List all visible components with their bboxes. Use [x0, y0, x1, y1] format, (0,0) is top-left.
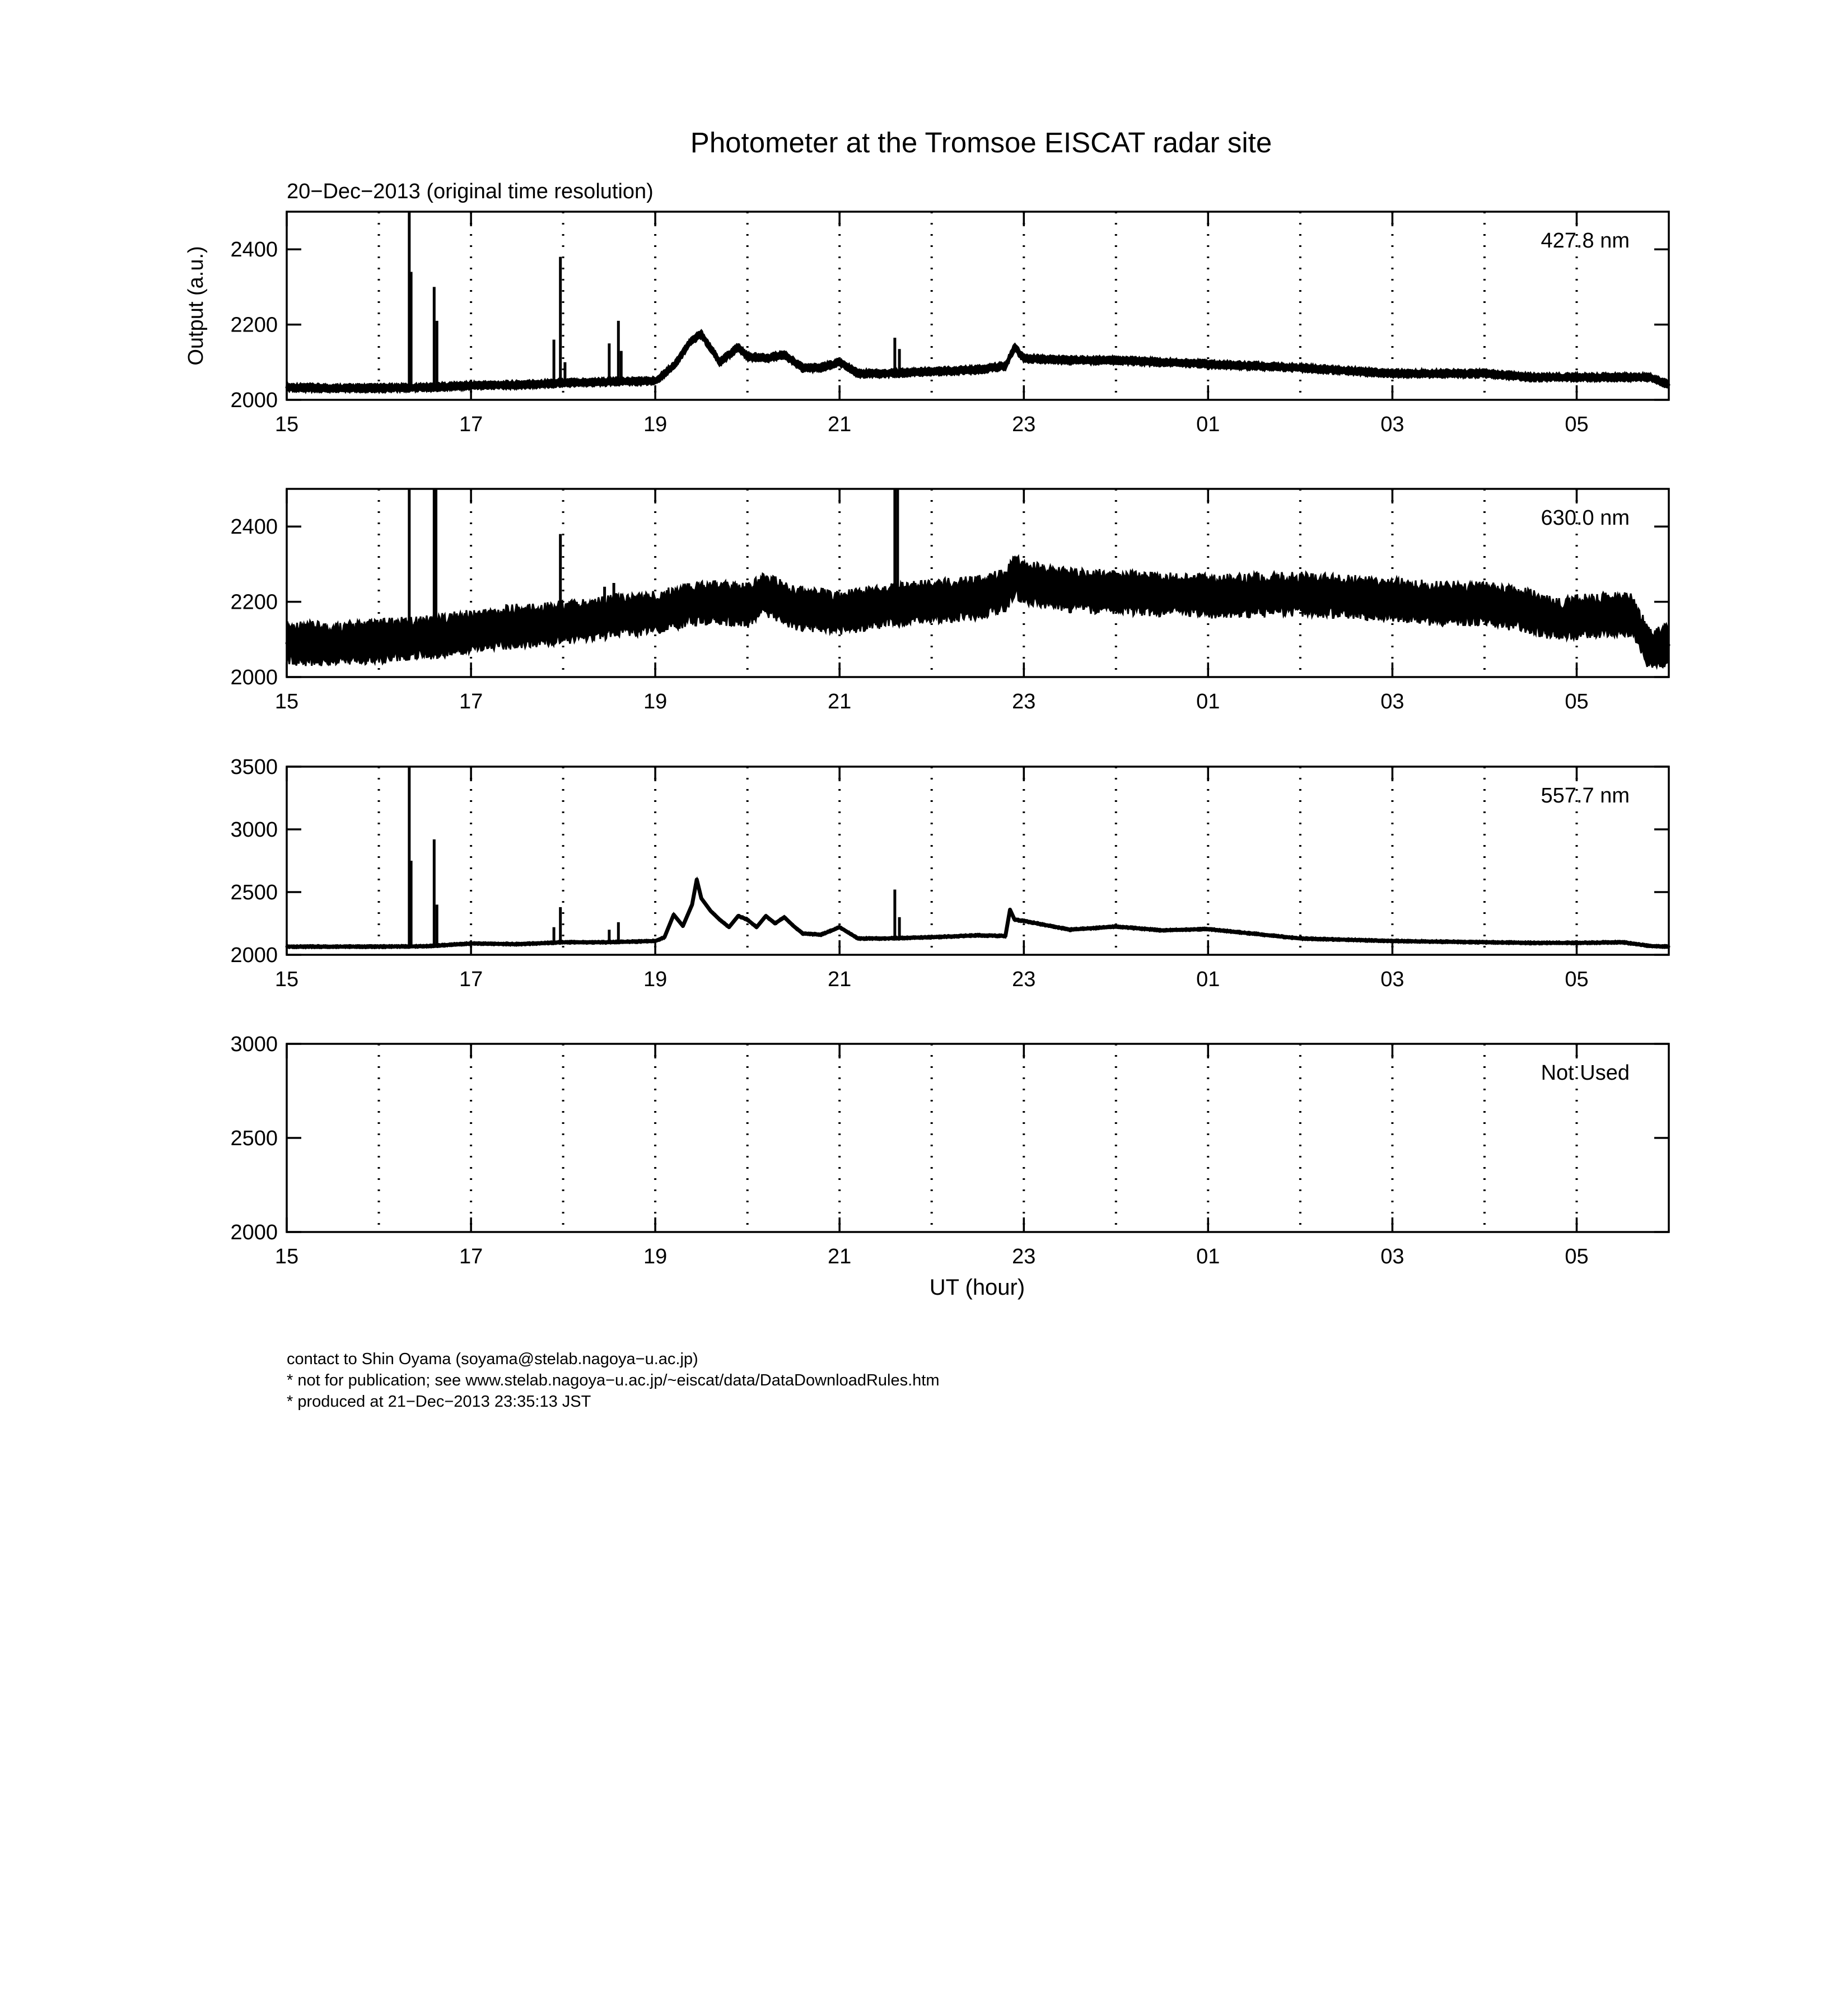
x-tick-label: 05: [1565, 413, 1589, 436]
data-point: [783, 916, 786, 918]
axes-frame: [287, 1044, 1669, 1232]
data-point: [1649, 647, 1652, 650]
data-point: [1483, 941, 1486, 944]
data-point: [663, 936, 666, 939]
data-point: [1557, 619, 1560, 622]
data-point: [820, 366, 823, 369]
footer-notes: [287, 1348, 940, 1412]
x-tick-label: 01: [1196, 1245, 1220, 1268]
data-point: [654, 380, 657, 382]
data-point: [1207, 928, 1210, 931]
data-point: [764, 914, 767, 917]
x-tick-label: 03: [1380, 1245, 1404, 1268]
data-point: [1068, 359, 1071, 362]
x-tick-label: 21: [828, 968, 852, 991]
data-point: [774, 922, 777, 925]
figure-title: Photometer at the Tromsoe EISCAT radar site: [690, 127, 1272, 158]
x-tick-label: 23: [1012, 690, 1036, 713]
data-point: [820, 934, 823, 936]
x-tick-label: 15: [274, 968, 299, 991]
x-tick-label: 05: [1565, 690, 1589, 713]
x-tick-label: 01: [1196, 413, 1220, 436]
y-tick-label: 3500: [230, 755, 278, 779]
data-point: [1299, 937, 1301, 940]
series-label: 557.7 nm: [1541, 784, 1630, 808]
footer-rules: * not for publication; see www.stelab.nagoya−u.ac.jp/~eiscat/data/DataDownloadRules.htm: [287, 1371, 940, 1389]
series-label: Not Used: [1541, 1061, 1630, 1085]
data-point: [423, 636, 426, 639]
data-point: [792, 925, 795, 927]
y-tick-label: 2500: [230, 881, 278, 904]
data-point: [1631, 614, 1634, 617]
panel-2: [230, 489, 1670, 713]
data-point: [930, 370, 933, 373]
x-tick-label: 15: [274, 1245, 299, 1268]
data-point: [1114, 591, 1117, 594]
data-point: [1299, 366, 1301, 369]
data-point: [700, 897, 703, 900]
data-point: [1114, 925, 1117, 928]
data-point: [1529, 376, 1532, 379]
data-point: [470, 631, 473, 633]
data-point: [562, 621, 564, 624]
x-tick-label: 01: [1196, 968, 1220, 991]
data-point: [700, 600, 703, 603]
data-point: [1161, 929, 1164, 932]
data-point: [516, 943, 519, 946]
data-point: [1299, 593, 1301, 596]
data-point: [1529, 610, 1532, 613]
data-point: [1483, 372, 1486, 375]
x-tick-label: 03: [1380, 690, 1404, 713]
data-point: [857, 937, 860, 940]
panel-4: [230, 1033, 1669, 1268]
y-tick-label: 2000: [230, 1221, 278, 1244]
x-tick-label: 17: [459, 1245, 483, 1268]
data-point: [930, 936, 933, 939]
data-point: [718, 918, 721, 921]
data-point: [696, 878, 698, 881]
data-point: [1004, 589, 1007, 592]
data-point: [516, 625, 519, 628]
data-point: [737, 346, 740, 348]
data-point: [1004, 365, 1007, 367]
data-point: [1013, 574, 1016, 577]
x-tick-label: 19: [643, 968, 668, 991]
footer-produced: * produced at 21−Dec−2013 23:35:13 JST: [287, 1393, 591, 1411]
y-tick-label: 2000: [230, 944, 278, 967]
data-point: [737, 914, 740, 917]
x-tick-label: 21: [828, 690, 852, 713]
y-tick-label: 2400: [230, 515, 278, 539]
data-point: [884, 604, 887, 607]
data-point: [783, 353, 786, 356]
data-point: [608, 615, 610, 618]
x-axis-label: UT (hour): [929, 1275, 1025, 1300]
data-point: [1529, 941, 1532, 944]
data-point: [709, 909, 712, 912]
data-point: [1013, 918, 1016, 921]
data-point: [746, 604, 749, 607]
x-tick-label: 21: [828, 413, 852, 436]
series-line: [287, 334, 1669, 388]
data-point: [801, 366, 804, 369]
data-point: [857, 372, 860, 375]
data-point: [423, 386, 426, 389]
axes-frame: [287, 767, 1669, 955]
y-tick-label: 2500: [230, 1127, 278, 1150]
data-point: [1023, 357, 1025, 360]
data-point: [332, 642, 334, 645]
data-point: [755, 926, 758, 928]
x-tick-label: 15: [274, 413, 299, 436]
x-tick-label: 23: [1012, 413, 1036, 436]
data-point: [1068, 928, 1071, 931]
data-point: [1391, 372, 1394, 375]
data-point: [977, 934, 979, 937]
data-point: [1207, 363, 1210, 366]
x-tick-label: 03: [1380, 968, 1404, 991]
y-tick-label: 2200: [230, 313, 278, 337]
data-point: [690, 338, 693, 341]
data-point: [977, 368, 979, 371]
data-point: [673, 365, 675, 367]
x-tick-label: 03: [1380, 413, 1404, 436]
panel-3: [230, 755, 1670, 991]
data-point: [700, 333, 703, 335]
y-tick-label: 3000: [230, 818, 278, 842]
y-tick-label: 2000: [230, 389, 278, 412]
data-point: [1575, 615, 1578, 618]
data-point: [727, 926, 730, 928]
data-point: [690, 903, 693, 906]
data-point: [1207, 595, 1210, 598]
x-tick-label: 05: [1565, 1245, 1589, 1268]
data-point: [718, 361, 721, 363]
data-point: [746, 918, 749, 921]
x-tick-label: 19: [643, 690, 668, 713]
data-point: [1437, 603, 1440, 605]
data-point: [1391, 599, 1394, 601]
x-tick-label: 23: [1012, 1245, 1036, 1268]
data-point: [1649, 945, 1652, 948]
data-point: [332, 387, 334, 390]
data-point: [673, 913, 675, 916]
data-point: [377, 945, 380, 948]
data-point: [838, 361, 841, 363]
y-axis-label: Output (a.u.): [184, 246, 208, 366]
data-point: [727, 603, 730, 605]
x-tick-label: 21: [828, 1245, 852, 1268]
data-point: [423, 945, 426, 948]
panel-1: [230, 212, 1670, 436]
data-point: [654, 612, 657, 614]
data-point: [1644, 642, 1647, 645]
data-point: [377, 387, 380, 390]
panels: [230, 212, 1670, 1268]
data-point: [1575, 376, 1578, 379]
data-point: [1621, 376, 1624, 379]
data-point: [1013, 346, 1016, 348]
x-tick-label: 01: [1196, 690, 1220, 713]
data-point: [801, 932, 804, 935]
data-point: [884, 372, 887, 375]
data-point: [1114, 359, 1117, 362]
series-band: [287, 557, 1669, 668]
x-tick-label: 19: [643, 1245, 668, 1268]
figure-subtitle: 20−Dec−2013 (original time resolution): [287, 180, 654, 203]
series-band: [287, 879, 1669, 949]
y-tick-label: 2000: [230, 666, 278, 689]
data-point: [562, 941, 564, 944]
data-point: [792, 606, 795, 609]
data-point: [764, 593, 767, 596]
data-point: [516, 384, 519, 386]
data-point: [1068, 589, 1071, 592]
x-tick-label: 05: [1565, 968, 1589, 991]
x-tick-label: 19: [643, 413, 668, 436]
x-tick-label: 15: [274, 690, 299, 713]
x-tick-label: 23: [1012, 968, 1036, 991]
y-tick-label: 2200: [230, 590, 278, 614]
series-label: 427.8 nm: [1541, 229, 1630, 253]
data-point: [977, 596, 979, 599]
data-point: [682, 925, 684, 927]
y-tick-label: 3000: [230, 1033, 278, 1056]
data-point: [1023, 920, 1025, 922]
data-point: [838, 926, 841, 928]
data-point: [377, 640, 380, 643]
x-tick-label: 17: [459, 413, 483, 436]
data-point: [838, 612, 841, 614]
x-tick-label: 17: [459, 690, 483, 713]
x-tick-label: 17: [459, 968, 483, 991]
y-tick-label: 2400: [230, 238, 278, 262]
data-point: [1483, 603, 1486, 605]
data-point: [764, 357, 767, 360]
data-point: [1621, 941, 1624, 944]
data-point: [1649, 376, 1652, 379]
data-point: [930, 600, 933, 603]
footer-contact: contact to Shin Oyama (soyama@stelab.nagoya−u.ac.jp): [287, 1350, 698, 1368]
data-point: [1004, 935, 1007, 937]
data-point: [1603, 614, 1606, 617]
data-point: [1023, 582, 1025, 585]
series-label: 630.0 nm: [1541, 506, 1630, 530]
data-point: [1009, 908, 1011, 911]
data-point: [884, 937, 887, 940]
data-point: [746, 355, 749, 358]
